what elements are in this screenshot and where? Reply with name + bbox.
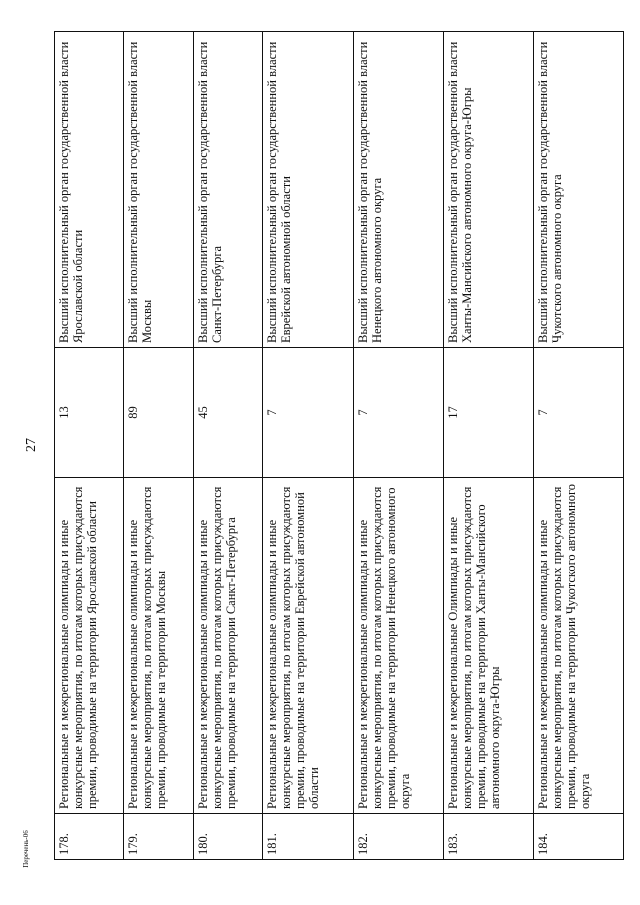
organizer: Высший исполнительный орган государственной власти Ярославской области xyxy=(55,32,124,348)
table-row xyxy=(124,32,193,860)
row-number: 184. xyxy=(533,814,623,860)
event-name: Региональные и межрегиональные олимпиады и иные конкурсные мероприятия, по итогам которых присуждаются премии, проводимые на территории Ненецкого автономного округа xyxy=(353,478,443,814)
event-name: Региональные и межрегиональные Олимпиады и иные конкурсные мероприятия, по итогам которых присуждаются премии, проводимые на территории Ханты-Мансийского автономного округа-Югры xyxy=(443,478,533,814)
row-number: 178. xyxy=(55,814,124,860)
table-row xyxy=(193,32,262,860)
row-number: 181. xyxy=(263,814,353,860)
olympiad-table xyxy=(54,31,624,860)
event-name: Региональные и межрегиональные олимпиады и иные конкурсные мероприятия, по итогам которых присуждаются премии, проводимые на территории Санкт-Петербурга xyxy=(193,478,262,814)
table-row xyxy=(353,32,443,860)
table-row xyxy=(263,32,353,860)
event-name: Региональные и межрегиональные олимпиады и иные конкурсные мероприятия, по итогам которых присуждаются премии, проводимые на территории Ярославской области xyxy=(55,478,124,814)
event-count: 7 xyxy=(353,348,443,478)
row-number: 183. xyxy=(443,814,533,860)
event-count: 17 xyxy=(443,348,533,478)
event-count: 7 xyxy=(533,348,623,478)
document-table-container xyxy=(54,32,624,860)
event-name: Региональные и межрегиональные олимпиады и иные конкурсные мероприятия, по итогам которых присуждаются премии, проводимые на территории Еврейской автономной области xyxy=(263,478,353,814)
table-row xyxy=(533,32,623,860)
row-number: 179. xyxy=(124,814,193,860)
event-count: 7 xyxy=(263,348,353,478)
organizer: Высший исполнительный орган государственной власти Москвы xyxy=(124,32,193,348)
event-count: 45 xyxy=(193,348,262,478)
row-number: 180. xyxy=(193,814,262,860)
table-row xyxy=(443,32,533,860)
event-count: 13 xyxy=(55,348,124,478)
organizer: Высший исполнительный орган государственной власти Ханты-Мансийского автономного округа-Югры xyxy=(443,32,533,348)
row-number: 182. xyxy=(353,814,443,860)
organizer: Высший исполнительный орган государственной власти Чукотского автономного округа xyxy=(533,32,623,348)
organizer: Высший исполнительный орган государственной власти Еврейской автономной области xyxy=(263,32,353,348)
event-name: Региональные и межрегиональные олимпиады и иные конкурсные мероприятия, по итогам которых присуждаются премии, проводимые на территории Москвы xyxy=(124,478,193,814)
event-count: 89 xyxy=(124,348,193,478)
event-name: Региональные и межрегиональные олимпиады и иные конкурсные мероприятия, по итогам которых присуждаются премии, проводимые на территории Чукотского автономного округа xyxy=(533,478,623,814)
page-number: 27 xyxy=(24,438,39,452)
footer-note: Перечень-06 xyxy=(22,830,30,868)
organizer: Высший исполнительный орган государственной власти Санкт-Петербурга xyxy=(193,32,262,348)
table-row xyxy=(55,32,124,860)
organizer: Высший исполнительный орган государственной власти Ненецкого автономного округа xyxy=(353,32,443,348)
